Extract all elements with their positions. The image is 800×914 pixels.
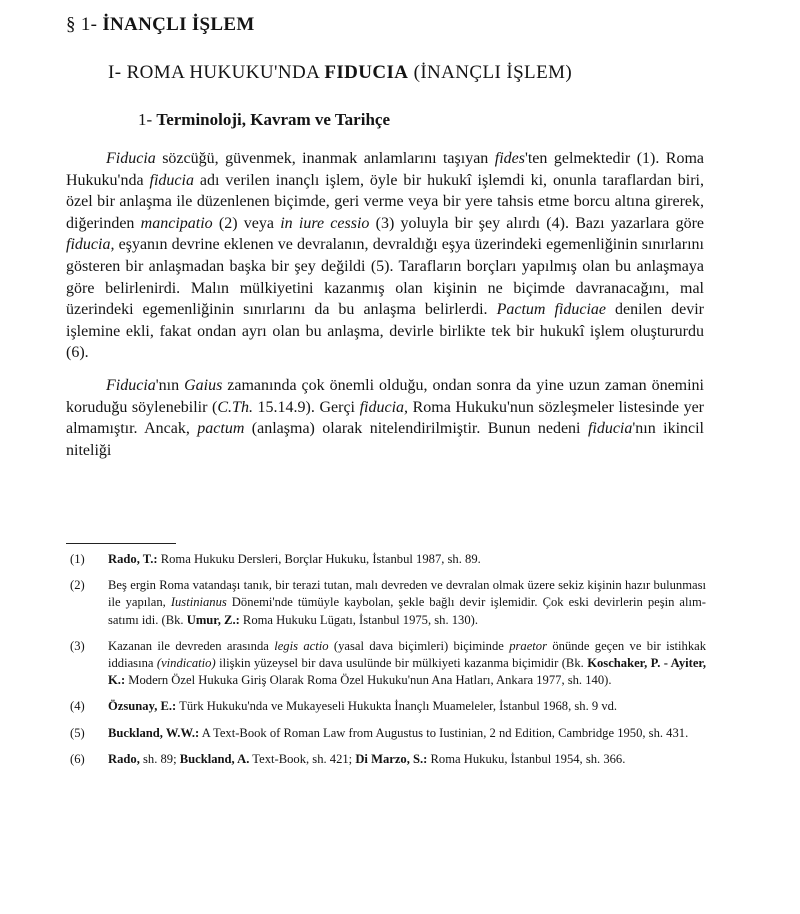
footnote-segment: A Text-Book of Roman Law from Augustus to Iustinian, 2 nd Edition, Cambridge 1950, sh. 431. [199,725,689,740]
footnote-segment: Dönemi'nde tümüyle kaybolan, şekle bağlı devir işlemidir. Çok eski devirlerin peşin alım-satımı idi. (Bk. [108,595,706,627]
p2-text: 15.14.9). Gerçi [252,398,360,416]
p2-text: 'nın ikincil niteliği [66,420,705,459]
p1-term: fiducia, [66,236,115,254]
footnote-text [108,551,706,568]
p2-text: 'nın [155,376,185,394]
footnote-number: (5) [70,725,85,740]
footnote-term: (vindicatio) [156,656,216,671]
p1-text: denilen devir işlemine ekli, fakat ondan ayrı olan bu anlaşma, devirle birlikte tek bir hukukî işlem oluştururdu (6). [66,301,705,362]
footnote-term: Iustinianus [170,595,227,610]
p1-term: mancipatio [140,214,213,232]
body-text [66,148,704,461]
p1-term: fiducia [149,171,194,189]
p1-term: Pactum fiduciae [496,301,606,319]
footnote-3 [70,638,706,690]
paragraph-2 [66,375,704,461]
section-heading [66,14,255,36]
footnote-separator [66,543,176,544]
p1-text: eşyanın devrine eklenen ve devralanın, devraldığı eşya üzerindeki egemenliğinin sınırlarını gösteren bir anlaşmadan başka bir şey değildi (5). Tarafların borçları yapılmış olan bu anlaşmaya göre belirlenirdi. Malın mülkiyetini kazanmış olan kişinin ne biçimde davranacağını, mal üzerindeki egemenliğinin sınırlarını da bu anlaşma belirlerdi. [66,236,704,319]
p2-text: zamanında çok önemli olduğu, ondan sonra da yine uzun zaman önemini koruduğu söylenebilir ( [66,376,705,416]
footnote-segment: Roma Hukuku, İstanbul 1954, sh. 366. [427,751,626,766]
p2-term: C.Th. [217,398,253,416]
p1-text: sözcüğü, güvenmek, inanmak anlamlarını taşıyan [155,150,495,167]
section-title: İNANÇLI İŞLEM [102,14,255,35]
subsection-number: 1- [138,110,153,129]
footnote-6 [70,751,706,768]
footnote-2 [70,577,706,629]
footnote-term: legis actio [274,638,329,653]
footnote-author: Özsunay, E.: [108,699,177,714]
footnote-author: Di Marzo, S.: [355,751,428,766]
p2-term: pactum [197,420,245,438]
p2-text: (anlaşma) olarak nitelendirilmiştir. Bunun nedeni [244,420,588,438]
footnote-text [108,698,706,715]
footnote-segment: (yasal dava biçimleri) biçiminde [328,638,510,653]
footnote-text [108,577,706,629]
footnote-number: (2) [70,578,85,593]
p2-term: Gaius [184,376,223,394]
footnote-number: (1) [70,552,85,566]
footnote-segment: Kazanan ile devreden arasında [108,638,275,653]
footnote-number: (3) [70,638,85,653]
footnote-author: Buckland, W.W.: [108,725,200,740]
footnote-segment: ilişkin yüzeysel bir dava usulünde bir mülkiyeti kazanma biçimidir (Bk. [215,656,588,671]
p1-text: adı verilen inançlı işlem, öyle bir hukukî işlemdi ki, onunla taraflardan biri, özel bir anlaşma ile düzenlenen biçimde, geri verme veya bir yere tahsis etme borcu altına girerek, diğerinden [66,171,704,232]
chapter-heading-post: (İNANÇLI İŞLEM) [413,62,573,83]
footnote-number: (6) [70,751,85,766]
p1-text: (2) veya [212,214,281,232]
footnote-4 [70,698,706,715]
p1-term: in iure cessio [280,214,370,232]
footnote-text [108,751,706,768]
footnote-segment: önünde geçen ve bir istihkak iddiasına [108,638,707,671]
p2-term: fiducia, [359,398,409,416]
footnote-1 [70,551,706,568]
footnote-author: Buckland, A. [179,751,250,766]
footnotes [70,551,706,777]
subsection-title: Terminoloji, Kavram ve Tarihçe [156,110,390,129]
chapter-heading-bold: FIDUCIA [324,62,409,83]
footnote-author: Rado, T.: [108,552,158,566]
p1-term: fides [494,150,525,167]
paragraph-1 [66,148,704,364]
p2-term: fiducia [587,420,633,438]
chapter-heading [108,62,728,84]
footnote-segment: Roma Hukuku Dersleri, Borçlar Hukuku, İstanbul 1987, sh. 89. [157,552,481,566]
footnote-segment: Modern Özel Hukuka Giriş Olarak Roma Özel Hukuku'nun Ana Hatları, Ankara 1977, sh. 140). [125,673,612,688]
footnote-segment: Text-Book, sh. 421; [249,751,356,766]
footnote-segment: Beş ergin Roma vatandaşı tanık, bir terazi tutan, malı devreden ve devralan olmak üzere sekiz kişinin hazır bulunması ile yapılan, [108,578,706,610]
footnote-number: (4) [70,699,85,714]
footnote-segment: Roma Hukuku Lügatı, İstanbul 1975, sh. 130). [239,612,478,627]
footnote-5 [70,725,706,742]
footnote-segment: sh. 89; [139,751,180,766]
chapter-heading-pre: I- ROMA HUKUKU'NDA [108,62,320,83]
section-number: § 1- [66,14,98,35]
footnote-author: Rado, [108,751,140,766]
footnote-text [108,638,706,690]
p1-text: 'ten gelmektedir (1). Roma Hukuku'nda [66,150,704,189]
footnote-author: Umur, Z.: [186,612,240,627]
subsection-heading [138,110,390,130]
p2-text: Roma Hukuku'nun sözleşmeler listesinde yer almamıştır. Ancak, [66,398,705,438]
p2-term: Fiducia [106,376,156,394]
p1-term: Fiducia [106,150,156,167]
p1-text: (3) yoluyla bir şey alırdı (4). Bazı yazarlara göre [369,214,705,232]
footnote-text [108,725,706,742]
footnote-segment: Türk Hukuku'nda ve Mukayeseli Hukukta İnançlı Muameleler, İstanbul 1968, sh. 9 vd. [176,699,618,714]
footnote-term: praetor [509,638,547,653]
footnote-author: Koschaker, P. - Ayiter, K.: [108,656,707,688]
